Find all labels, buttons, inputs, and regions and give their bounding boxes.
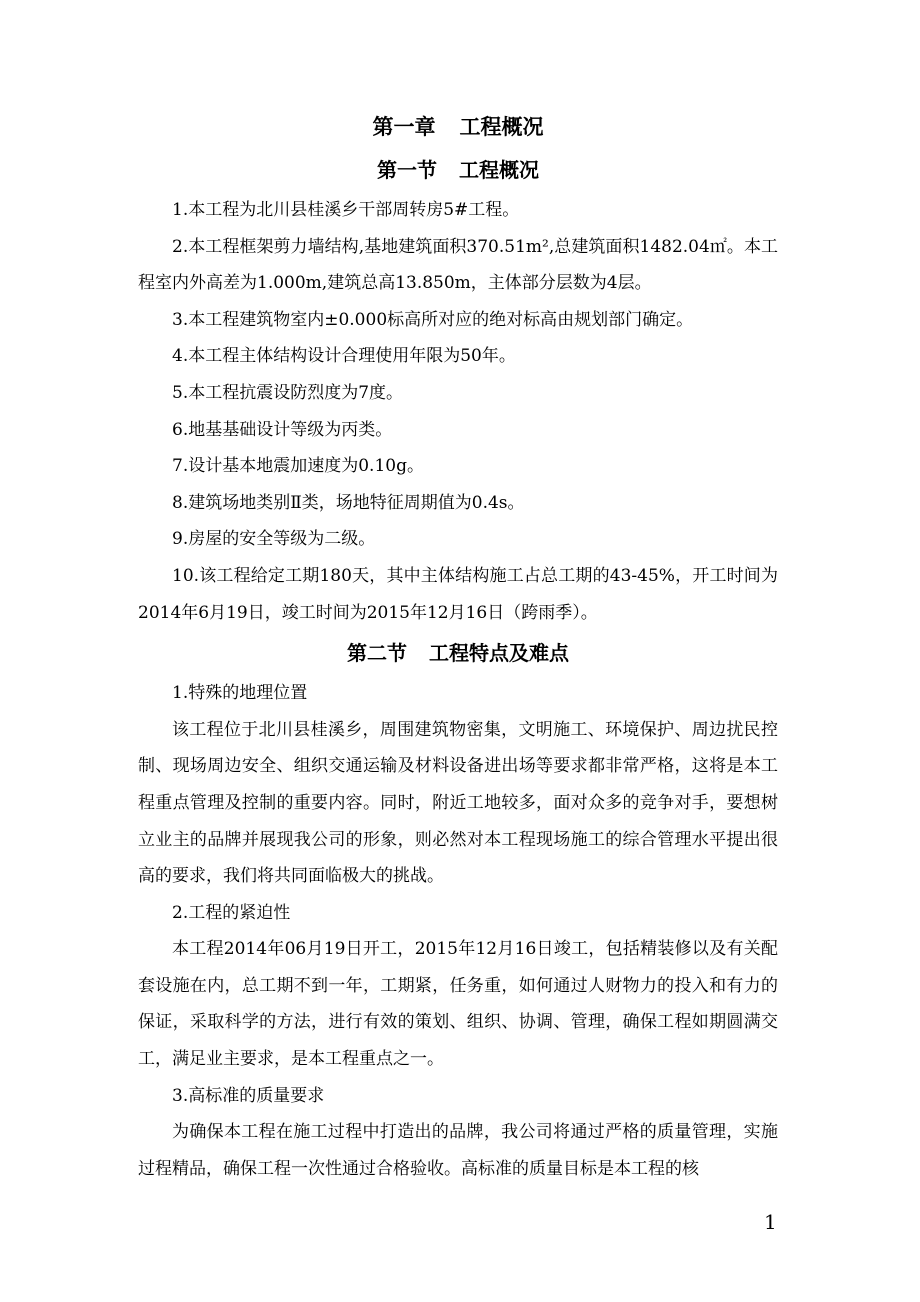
section-2-name: 工程特点及难点 xyxy=(429,641,569,666)
section-2-title xyxy=(138,631,778,675)
document-page xyxy=(138,106,778,1187)
overview-item-7: 7.设计基本地震加速度为0.10g。 xyxy=(172,456,424,477)
overview-item-6: 6.地基基础设计等级为丙类。 xyxy=(172,419,393,440)
section-2-number: 第二节 xyxy=(347,641,407,666)
features-block-1 xyxy=(138,675,778,895)
overview-item-9: 9.房屋的安全等级为二级。 xyxy=(172,529,376,550)
features-body-2: 本工程2014年06月19日开工，2015年12月16日竣工，包括精装修以及有关配套设施在内，总工期不到一年，工期紧，任务重，如何通过人财物力的投入和有力的保证，采取科学的方法，进行有效的策划、组织、协调、管理，确保工程如期圆满交工，满足业主要求，是本工程重点之一。 xyxy=(138,939,778,1070)
overview-item-8: 8.建筑场地类别Ⅱ类，场地特征周期值为0.4s。 xyxy=(172,492,525,513)
section-1-title xyxy=(138,148,778,192)
features-heading-3: 3.高标准的质量要求 xyxy=(172,1085,325,1106)
overview-item-1: 1.本工程为北川县桂溪乡干部周转房5#工程。 xyxy=(172,200,520,220)
features-body-1: 该工程位于北川县桂溪乡，周围建筑物密集，文明施工、环境保护、周边扰民控制、现场周边安全、组织交通运输及材料设备进出场等要求都非常严格，这将是本工程重点管理及控制的重要内容。同时，附近工地较多，面对众多的竞争对手，要想树立业主的品牌并展现我公司的形象，则必然对本工程现场施工的综合管理水平提出很高的要求，我们将共同面临极大的挑战。 xyxy=(138,719,778,887)
features-block-2 xyxy=(138,895,778,1078)
overview-item-3: 3.本工程建筑物室内±0.000标高所对应的绝对标高由规划部门确定。 xyxy=(172,309,694,330)
overview-item-5: 5.本工程抗震设防烈度为7度。 xyxy=(172,382,404,403)
chapter-number: 第一章 xyxy=(372,114,436,139)
features-block-3 xyxy=(138,1078,778,1188)
section-1-name: 工程概况 xyxy=(459,158,539,182)
overview-item-4: 4.本工程主体结构设计合理使用年限为50年。 xyxy=(172,346,516,367)
section-1-number: 第一节 xyxy=(377,158,437,182)
features-heading-1: 1.特殊的地理位置 xyxy=(172,683,308,704)
features-body-3: 为确保本工程在施工过程中打造出的品牌，我公司将通过严格的质量管理，实施过程精品，确保工程一次性通过合格验收。高标准的质量目标是本工程的核 xyxy=(138,1122,778,1179)
overview-item-10: 10.该工程给定工期180天，其中主体结构施工占总工期的43-45%，开工时间为2014年6月19日，竣工时间为2015年12月16日（跨雨季）。 xyxy=(138,565,778,623)
chapter-title xyxy=(138,106,778,148)
page-number: 1 xyxy=(764,1210,777,1234)
chapter-name: 工程概况 xyxy=(459,114,544,139)
project-overview-list xyxy=(138,192,778,631)
overview-item-2: 2.本工程框架剪力墙结构,基地建筑面积370.51m²,总建筑面积1482.04㎡。本工程室内外高差为1.000m,建筑总高13.850m，主体部分层数为4层。 xyxy=(138,236,778,294)
features-heading-2: 2.工程的紧迫性 xyxy=(172,902,291,923)
